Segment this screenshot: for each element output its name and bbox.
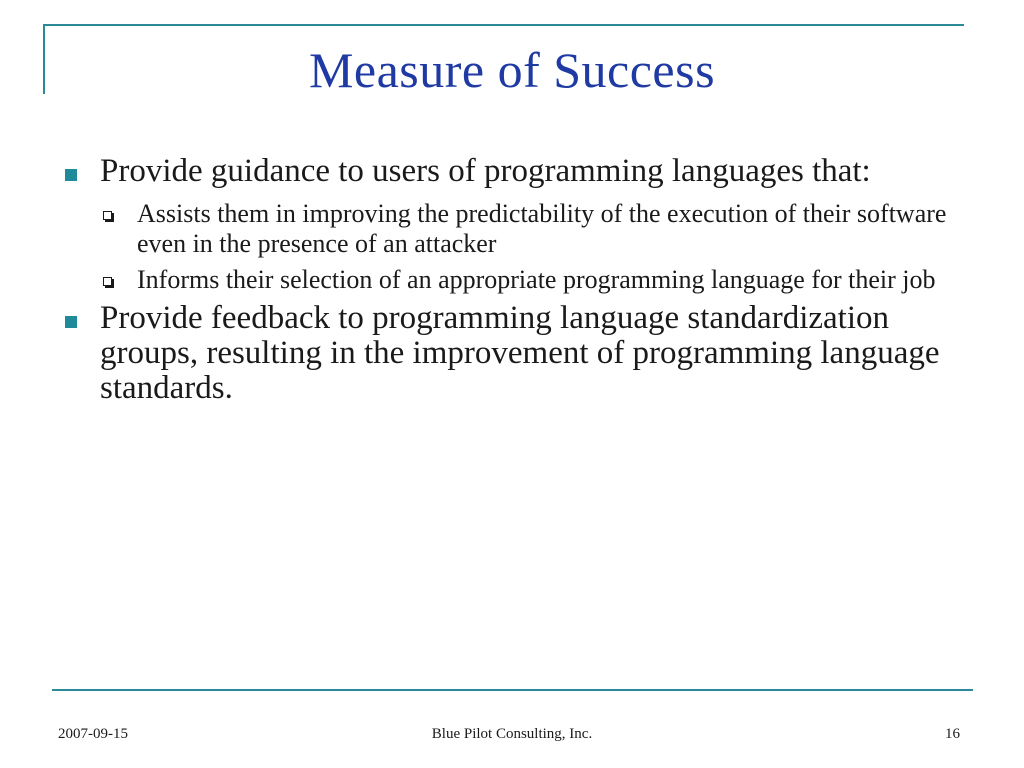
footer-divider-line <box>52 689 973 691</box>
sub-bullet-text: Assists them in improving the predictability of the execution of their software even in the presence of an attacker <box>137 199 947 258</box>
hollow-square-bullet-icon <box>103 277 112 286</box>
hollow-square-bullet-icon <box>103 211 112 220</box>
bullet-text: Provide feedback to programming language standardization groups, resulting in the improvement of programming language standards. <box>100 300 940 406</box>
slide-title: Measure of Success <box>308 42 716 98</box>
frame-top-line <box>43 24 964 26</box>
square-bullet-icon <box>65 169 77 181</box>
slide-content <box>60 154 960 416</box>
sub-bullet-item <box>60 265 960 295</box>
footer-company: Blue Pilot Consulting, Inc. <box>431 726 593 742</box>
sub-bullet-text: Informs their selection of an appropriate programming language for their job <box>137 265 936 294</box>
sub-bullet-list <box>60 199 960 295</box>
bullet-item <box>60 154 960 189</box>
bullet-text: Provide guidance to users of programming languages that: <box>100 153 871 189</box>
sub-bullet-item <box>60 199 960 259</box>
bullet-item <box>60 301 960 406</box>
square-bullet-icon <box>65 316 77 328</box>
footer-date: 2007-09-15 <box>58 726 128 742</box>
footer-page-number: 16 <box>945 726 960 742</box>
